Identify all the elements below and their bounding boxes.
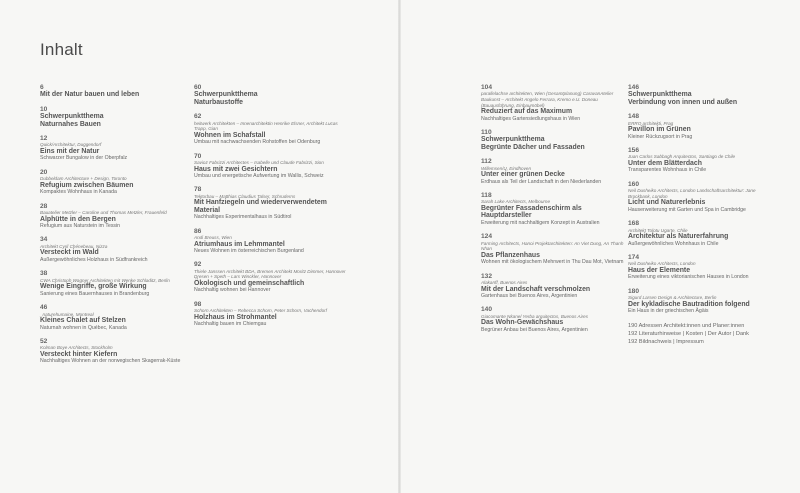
entry-description: Wohnen mit ökologischem Mehrwert in Thu Dau Mot, Vietnam <box>481 259 624 266</box>
entry-title: Unter dem Blätterdach <box>628 160 702 168</box>
toc-entry[interactable] <box>481 233 631 265</box>
toc-column-1 <box>40 84 190 372</box>
entry-page-number: 132 <box>481 272 493 280</box>
toc-entry[interactable] <box>481 192 631 226</box>
entry-title: Wenige Eingriffe, große Wirkung <box>40 283 147 291</box>
entry-title: Schwerpunktthema Naturnahes Bauen <box>40 113 104 128</box>
entry-page-number: 98 <box>194 300 202 308</box>
entry-title: Begrünter Fassadenschirm als Hauptdarsteller <box>481 205 582 220</box>
entry-page-number: 110 <box>481 129 492 136</box>
entry-credit: Kolman Boye Architects, Stockholm <box>40 345 113 351</box>
entry-description: Nachhaltig wohnen bei Hannover <box>194 287 271 294</box>
entry-description: Umbau mit nachwachsenden Rohstoffen bei Odenburg <box>194 139 321 146</box>
entry-page-number: 168 <box>628 220 640 228</box>
entry-page-number: 78 <box>194 186 202 194</box>
toc-entry[interactable] <box>40 270 190 297</box>
entry-credit: Thiele Janssen Architekt BDA, Bremen Architekt Moritz Dimmer, Hannover Dresen + Speth – Lars Winckler, Hannover <box>194 268 346 280</box>
entry-page-number: 86 <box>194 227 202 235</box>
toc-entry[interactable] <box>628 181 778 213</box>
toc-column-2 <box>194 84 349 335</box>
toc-entry[interactable] <box>40 236 190 263</box>
entry-page-number: 160 <box>628 180 640 188</box>
entry-description: Naturnah wohnen in Québec, Kanada <box>40 324 127 331</box>
entry-credit: Sigurd Larsen Design & Architecture, Berlin <box>628 295 717 301</box>
entry-description: Erweiterung eines viktorianischen Hauses in London <box>628 274 749 281</box>
entry-page-number: 124 <box>481 233 493 241</box>
toc-entry[interactable] <box>194 186 349 220</box>
left-page <box>0 0 399 493</box>
entry-title: Unter einer grünen Decke <box>481 171 565 179</box>
toc-column-4-entries <box>628 84 778 315</box>
entry-title: Pavillon im Grünen <box>628 126 691 134</box>
entry-description: Außergewöhnliches Holzhaus in Südfrankreich <box>40 256 148 263</box>
toc-entry[interactable] <box>481 273 631 300</box>
toc-entry[interactable] <box>40 304 190 331</box>
entry-credit: Tektorbau – Matthias Claudius Talser, Schruderns <box>194 193 296 199</box>
entry-title: Architektur als Naturerfahrung <box>628 233 729 241</box>
right-page <box>401 0 800 493</box>
toc-entry[interactable] <box>628 288 778 315</box>
entry-credit: Schorn Architekten – Rebecca Schorn, Peter Schorn, Vachendorf <box>194 308 327 314</box>
toc-entry[interactable] <box>481 84 631 122</box>
entry-title: Kleines Chalet auf Stelzen <box>40 317 126 325</box>
toc-entry[interactable] <box>40 169 190 196</box>
entry-description: Transparentes Wohnhaus in Chile <box>628 167 707 174</box>
entry-title: Versteckt im Wald <box>40 249 99 257</box>
toc-entry[interactable] <box>194 301 349 328</box>
appendix-item[interactable]: 192 Bildnachweis | Impressum <box>628 338 704 345</box>
entry-title: Mit der Natur bauen und leben <box>40 91 140 99</box>
entry-credit: Juan Carlos Sabbagh Arquitectos, Santiago de Chile <box>628 154 736 160</box>
entry-page-number: 46 <box>40 304 48 312</box>
toc-title: Inhalt <box>40 40 83 59</box>
entry-title: Haus mit zwei Gesichtern <box>194 165 278 173</box>
entry-credit: _naturehumaine, Montreal <box>40 311 94 317</box>
entry-title: Refugium zwischen Bäumen <box>40 181 134 189</box>
toc-entry[interactable] <box>40 84 190 99</box>
entry-credit: Willemsen/U, Eindhoven <box>481 165 532 171</box>
entry-page-number: 146 <box>628 84 640 91</box>
entry-credit: Savioz Fabrizzi Architectes – Isabelle und Claude Fabrizzi, Sion <box>194 160 324 166</box>
entry-description: Begrüner Anbau bei Buenos Aires, Argentinien <box>481 326 588 333</box>
entry-description: Erdhaus als Teil der Landschaft in den Niederlanden <box>481 178 602 185</box>
toc-column-4 <box>628 84 778 346</box>
entry-description: Neues Wohnen im österreichischen Burgenland <box>194 248 304 255</box>
entry-credit: Sarah Lake Architects, Melbourne <box>481 199 551 205</box>
entry-credit: Andi Breuss, Wien <box>194 235 232 241</box>
entry-title: Licht und Naturerlebnis <box>628 199 706 207</box>
toc-entry[interactable] <box>628 220 778 247</box>
entry-page-number: 180 <box>628 287 640 295</box>
entry-description: Nachhaltig bauen im Chiemgau <box>194 321 267 328</box>
entry-title: Ökologisch und gemeinschaftlich <box>194 280 305 288</box>
entry-page-number: 20 <box>40 168 48 176</box>
entry-credit: Farming Architects, Hanoi Projektarchitekten: An Viet Dung, An Thanh Nhan <box>481 240 624 252</box>
entry-credit: heitwerk Architekten – Innenarchitektin Henrike Elsner, Architekt Lucas Trapp, Gian <box>194 120 338 132</box>
entry-page-number: 62 <box>194 113 202 121</box>
entry-description: Nachhaltiges Gartensiedlungshaus in Wien <box>481 115 581 122</box>
entry-page-number: 174 <box>628 254 640 262</box>
entry-description: Nachhaltiges Wohnen an der norwegischen Skagerrak-Küste <box>40 358 181 365</box>
entry-title: Mit der Landschaft verschmolzen <box>481 285 591 293</box>
toc-entry[interactable] <box>628 84 778 106</box>
entry-page-number: 92 <box>194 261 202 269</box>
entry-credit: Giacomante Nkanel Yerba arquitectos, Buenos Aires <box>481 313 588 319</box>
entry-page-number: 52 <box>40 337 48 345</box>
entry-page-number: 60 <box>194 84 202 91</box>
entry-title: Wohnen im Schafstall <box>194 131 266 139</box>
toc-entry[interactable] <box>194 261 349 293</box>
entry-credit: Neil Dusheiko Architects, London <box>628 261 696 267</box>
entry-title: Versteckt hinter Kiefern <box>40 350 118 358</box>
appendix-list <box>628 322 778 346</box>
entry-credit: ERRO architekti, Prag <box>628 120 674 126</box>
entry-credit: Quick/Architektur, Duggendorf <box>40 142 102 148</box>
entry-description: Ein Haus in der griechischen Ägäis <box>628 308 709 315</box>
entry-page-number: 118 <box>481 192 492 200</box>
toc-entry[interactable] <box>40 338 190 365</box>
toc-entry[interactable] <box>194 228 349 255</box>
entry-page-number: 34 <box>40 236 48 244</box>
entry-credit: CWA Christoph Wagner Architekten mit Wenke Schladitz, Berlin <box>40 277 170 283</box>
appendix-item[interactable]: 190 Adressen Architekt:innen und Planer:innen <box>628 322 745 329</box>
entry-page-number: 6 <box>40 84 44 91</box>
entry-title: Haus der Elemente <box>628 267 691 275</box>
entry-description: Umbau und energetische Aufwertung im Wallis, Schweiz <box>194 173 324 180</box>
toc-entry[interactable] <box>481 158 631 185</box>
entry-title: Der kykladische Bautradition folgend <box>628 300 750 308</box>
toc-entry[interactable] <box>40 106 190 128</box>
toc-column-3 <box>481 84 631 340</box>
toc-entry[interactable] <box>628 254 778 281</box>
toc-entry[interactable] <box>628 113 778 140</box>
toc-entry[interactable] <box>40 203 190 230</box>
toc-entry[interactable] <box>194 113 349 145</box>
entry-page-number: 104 <box>481 84 493 91</box>
entry-title: Holzhaus im Strohmantel <box>194 313 277 321</box>
entry-page-number: 148 <box>628 113 640 121</box>
entry-title: Schwerpunktthema Verbindung von innen und außen <box>628 91 738 106</box>
toc-entry[interactable] <box>481 306 631 333</box>
entry-credit: parallelachse architekten, Wien (Gesamtplanung) CaravanAtelier Baukunst – Architekt Angelo Ferrara, Kremo e.U. Doneau (Bauausführung, Einbaumöbel) <box>481 91 614 108</box>
entry-description: Kompaktes Wohnhaus in Kanada <box>40 189 117 196</box>
toc-entry[interactable] <box>194 84 349 106</box>
entry-description: Kleiner Rückzugsort in Prag <box>628 133 693 140</box>
entry-title: Alphütte in den Bergen <box>40 215 116 223</box>
entry-description: Sanierung eines Bauernhauses in Brandenburg <box>40 290 150 297</box>
entry-description: Gartenhaus bei Buenos Aires, Argentinien <box>481 293 578 300</box>
entry-credit: Alakanff, Buenos Aires <box>481 280 528 286</box>
entry-description: Nachhaltiges Experimentalhaus in Südtirol <box>194 214 292 221</box>
entry-title: Das Wohn-Gewächshaus <box>481 319 564 327</box>
entry-description: Erweiterung mit nachhaltigem Konzept in Australien <box>481 219 600 226</box>
entry-page-number: 38 <box>40 270 48 278</box>
entry-page-number: 28 <box>40 202 48 210</box>
toc-entry[interactable] <box>40 135 190 162</box>
entry-credit: Dubbeldam Architecture + Design, Toronto <box>40 176 127 182</box>
entry-page-number: 156 <box>628 147 640 155</box>
entry-description: Schwarzer Bungalow in der Oberpfalz <box>40 155 128 162</box>
entry-title: Reduziert auf das Maximum <box>481 108 573 116</box>
entry-title: Atriumhaus im Lehmmantel <box>194 240 285 248</box>
entry-title: Schwerpunktthema Begrünte Dächer und Fassaden <box>481 136 585 151</box>
toc-entry[interactable] <box>194 153 349 180</box>
entry-credit: Architekt Tolotu Ugarte, Chile <box>628 227 688 233</box>
entry-title: Schwerpunktthema Naturbaustoffe <box>194 91 258 106</box>
entry-description: Außergewöhnliches Wohnhaus in Chile <box>628 240 719 247</box>
entry-credit: Bauatelier Metzler – Caroline und Thomas Metzler, Frauenfeld <box>40 210 167 216</box>
entry-page-number: 70 <box>194 152 202 160</box>
toc-entry[interactable] <box>628 147 778 174</box>
appendix-item[interactable]: 192 Literaturhinweise | Kosten | Der Autor | Dank <box>628 330 749 337</box>
entry-credit: Neil Dusheiko Architects, London Landschaftsarchitektur: Jane Brockbank, London <box>628 188 756 199</box>
entry-title: Eins mit der Natur <box>40 148 100 156</box>
entry-title: Das Pflanzenhaus <box>481 251 540 259</box>
entry-credit: Architekt Cyril Chénebeau, Nizza <box>40 243 108 249</box>
entry-description: Refugium aus Naturstein im Tessin <box>40 223 121 230</box>
entry-page-number: 12 <box>40 135 48 143</box>
entry-description: Hauserweiterung mit Garten und Spa in Cambridge <box>628 206 746 213</box>
entry-title: Mit Hanfziegeln und wiederverwendetem Material <box>194 199 327 214</box>
entry-page-number: 112 <box>481 158 492 166</box>
toc-entry[interactable] <box>481 129 631 151</box>
entry-page-number: 140 <box>481 306 493 314</box>
entry-page-number: 10 <box>40 105 48 113</box>
